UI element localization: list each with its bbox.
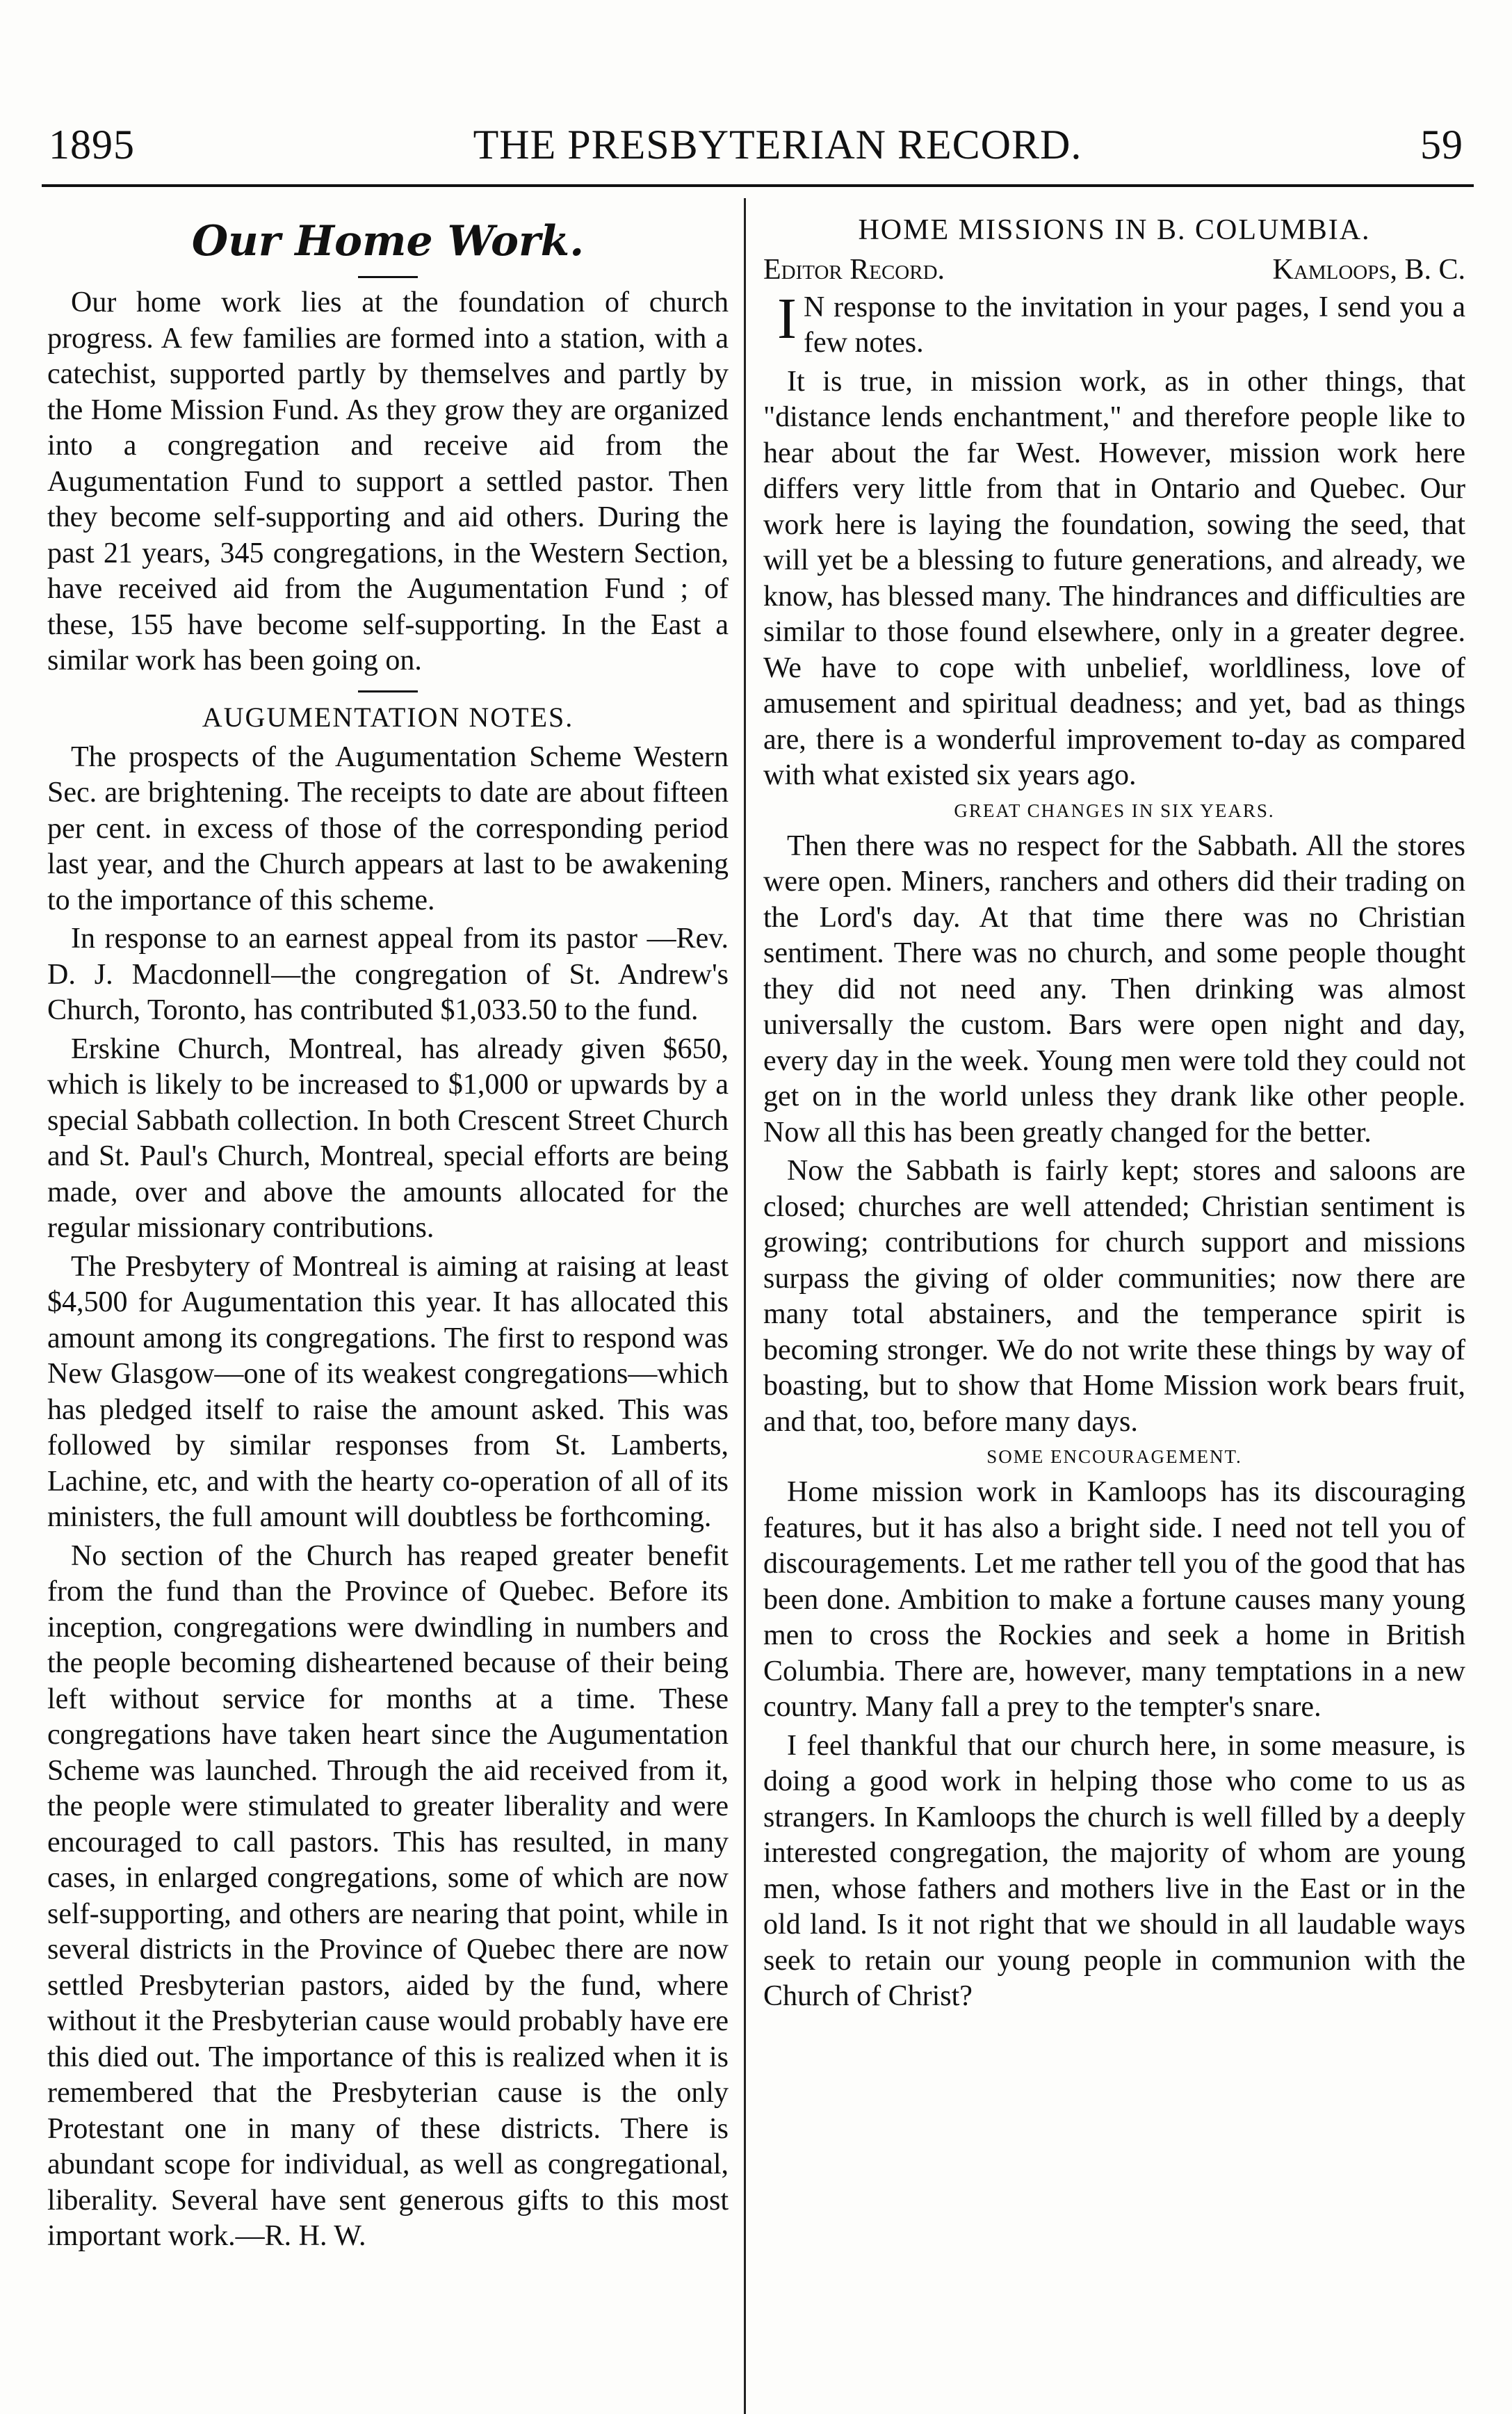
paragraph-6: I feel thankful that our church here, in some measure, is doing a good work in helping those who come to us as strangers. In Kamloops the church is well filled by a deeply interested congregation, the majority of whom are young men, whose fathers and mothers live in the East or in the old land. Is it not right that we should in all laudable ways seek to retain our young people in communion with the Church of Christ?	[763, 1729, 1465, 2012]
notes-paragraph-2: In response to an earnest appeal from its pastor —Rev. D. J. Macdonnell—the congregation of St. Andrew's Church, Toronto, has contributed $1,033.50 to the fund.	[47, 923, 729, 1026]
header-year: 1895	[49, 121, 135, 168]
byline	[763, 252, 1465, 289]
section-rule	[358, 690, 418, 692]
notes-paragraph-3: Erskine Church, Montreal, has already given $650, which is likely to be increased to $1,000 or upwards by a special Sabbath collection. In both Crescent Street Church and St. Paul's Church, Montreal, special efforts are being made, over and above the amounts allocated for the regular missionary contributions.	[47, 1032, 729, 1244]
subhead-encouragement: SOME ENCOURAGEMENT.	[986, 1446, 1242, 1467]
first-paragraph	[763, 286, 1465, 362]
notes-paragraph-1: The prospects of the Augumentation Scheme Western Sec. are brightening. The receipts to date are about fifteen per cent. in excess of those of the corresponding period last year, and the Church appears at last to be awakening to the importance of this scheme.	[47, 740, 729, 916]
header-page-number: 59	[1420, 121, 1463, 168]
page-header	[49, 117, 1463, 172]
notes-paragraph-5: No section of the Church has reaped greater benefit from the fund than the Province of Quebec. Before its inception, congregations were dwindling in numbers and the people becoming disheartened because of their being left without service for months at a time. These congregations have taken heart since the Augumentation Scheme was launched. Through the aid received from it, the people were stimulated to greater liberality and were encouraged to call pastors. This has resulted, in many cases, in enlarged congregations, some of which are now self-supporting, and others are nearing that point, while in several districts in the Province of Quebec there are now settled Presbyterian pastors, aided by the fund, where without it the Presbyterian cause would probably have ere this died out. The importance of this is realized when it is remembered that the Presbyterian cause is the only Protestant one in many of these districts. There is abundant scope for individual, as well as congregational, liberality. Several have sent generous gifts to this most important work.—R. H. W.	[47, 1539, 729, 2252]
intro-paragraph: Our home work lies at the foundation of church progress. A few families are formed into a station, with a catechist, supported partly by themselves and partly by the Home Mission Fund. As they grow they are organized into a congregation and receive aid from the Augumentation Fund to support a settled pastor. Then they become self-supporting and aid others. During the past 21 years, 345 congregations, in the Western Section, have received aid from the Augumentation Fund ; of these, 155 have become self-supporting. In the East a similar work has been going on.	[47, 286, 729, 677]
column-divider	[744, 198, 746, 2414]
paragraph-4: Now the Sabbath is fairly kept; stores and saloons are closed; churches are well attended; Christian sentiment is growing; contributions for church support and missions surpass the giving of older communities; now there are many total abstainers, and the temperance spirit is becoming stronger. We do not write these things by way of boasting, but to show that Home Mission work bears fruit, and that, too, before many days.	[763, 1155, 1465, 1438]
subhead-great-changes: GREAT CHANGES IN SIX YEARS.	[954, 800, 1275, 821]
augumentation-notes-title: AUGUMENTATION NOTES.	[202, 701, 574, 733]
section-title-home-work: Our Home Work.	[191, 217, 585, 266]
left-column	[47, 212, 729, 2258]
paragraph-2: It is true, in mission work, as in other things, that "distance lends enchantment," and therefore people like to hear about the far West. However, mission work here differs very little from that in Ontario and Quebec. Our work here is laying the foundation, sowing the seed, that will yet be a blessing to future generations, and already, we know, has blessed many. The hindrances and difficulties are similar to those found elsewhere, only in a greater degree. We have to cope with unbelief, worldliness, love of amusement and spiritual deadness; and yet, bad as things are, there is a wonderful improvement to-day as compared with what existed six years ago.	[763, 365, 1465, 791]
header-rule	[42, 184, 1474, 187]
paragraph-5: Home mission work in Kamloops has its discouraging features, but it has also a bright side. I need not tell you of discouragements. Let me rather tell you of the good that has been done. Ambition to make a fortune causes many young men to cross the Rockies and seek a home in British Columbia. There are, however, many temptations in a new country. Many fall a prey to the tempter's snare.	[763, 1476, 1465, 1723]
byline-editor: Editor Record.	[763, 254, 945, 286]
notes-paragraph-4: The Presbytery of Montreal is aiming at raising at least $4,500 for Augumentation this year. It has allocated this amount among its congregations. The first to respond was New Glasgow—one of its weakest congregations—which has pledged itself to raise the amount asked. This was followed by similar responses from St. Lamberts, Lachine, etc, and with the hearty co-operation of all of its ministers, the full amount will doubtless be forthcoming.	[47, 1250, 729, 1533]
drop-cap: I	[777, 286, 797, 351]
paragraph-3: Then there was no respect for the Sabbath. All the stores were open. Miners, ranchers and others did their trading on the Lord's day. At that time there was no Christian sentiment. There was no church, and some people thought they did not need any. Then drinking was almost universally the custom. Bars were open night and day, every day in the week. Young men were told they could not get on in the world unless they drank like other people. Now all this has been greatly changed for the better.	[763, 829, 1465, 1149]
byline-location: Kamloops, B. C.	[1272, 254, 1465, 286]
first-paragraph-text: N response to the invitation in your pages, I send you a few notes.	[803, 291, 1465, 359]
section-title-bc-missions: HOME MISSIONS IN B. COLUMBIA.	[858, 214, 1371, 246]
header-title: THE PRESBYTERIAN RECORD.	[473, 121, 1082, 168]
right-column	[763, 212, 1465, 2018]
title-rule	[358, 276, 418, 278]
